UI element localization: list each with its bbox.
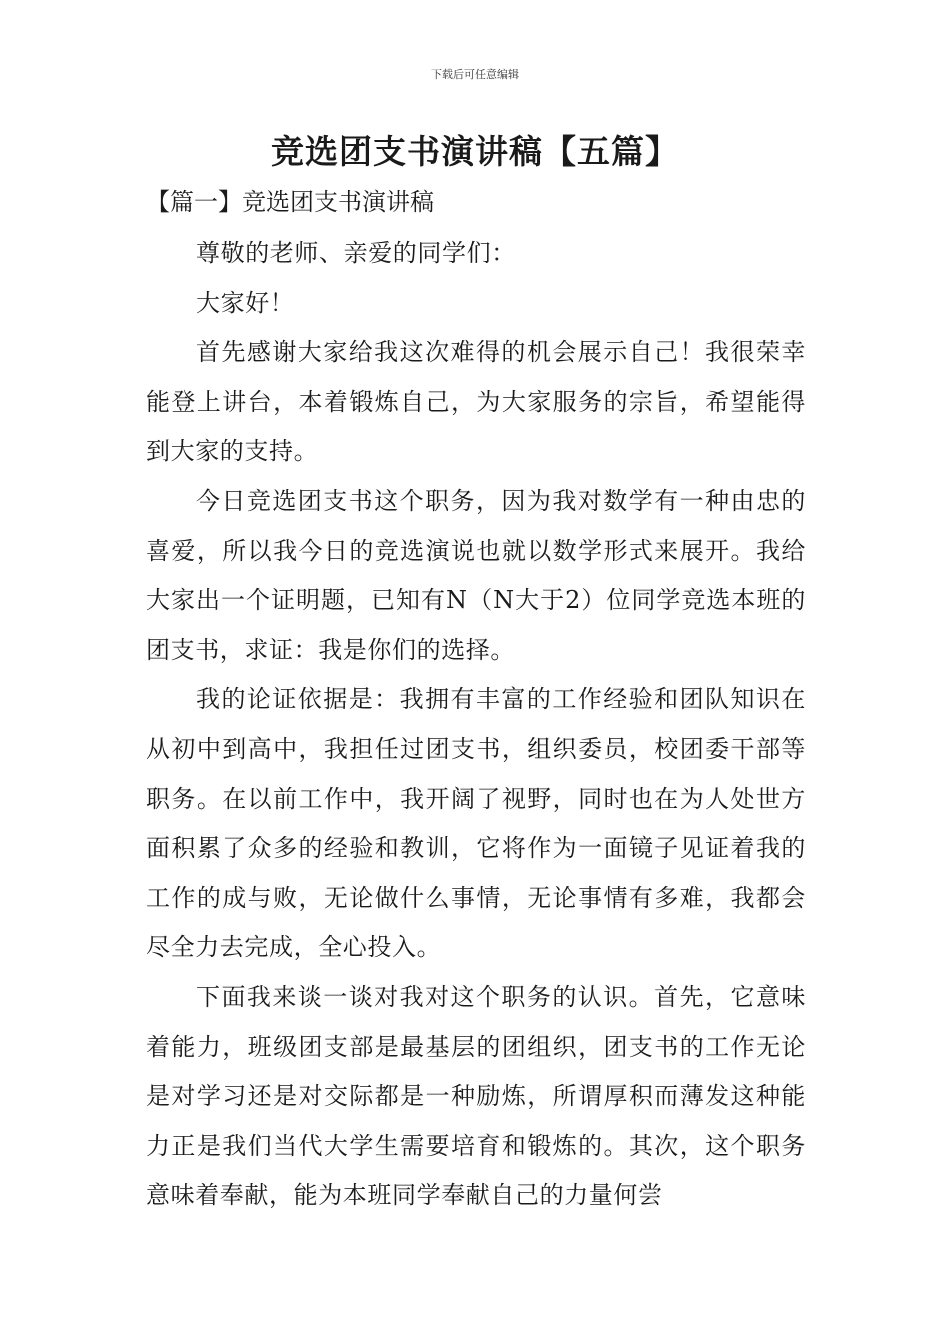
body-text <box>146 229 806 1221</box>
section-heading: 【篇一】竞选团支书演讲稿 <box>146 188 434 216</box>
header-note: 下载后可任意编辑 <box>431 68 519 81</box>
paragraph-thanks: 首先感谢大家给我这次难得的机会展示自己！我很荣幸能登上讲台，本着锻炼自己，为大家服务的宗旨，希望能得到大家的支持。 <box>146 338 806 466</box>
paragraph-greeting: 大家好！ <box>196 288 295 317</box>
paragraph-salutation: 尊敬的老师、亲爱的同学们： <box>196 239 516 267</box>
paragraph-role-understanding: 下面我来谈一谈对我对这个职务的认识。首先，它意味着能力，班级团支部是最基层的团组织，团支书的工作无论是对学习还是对交际都是一种励炼，所谓厚积而薄发这种能力正是我们当代大学生需要培育和锻炼的。其次，这个职务意味着奉献，能为本班同学奉献自己的力量何尝 <box>146 982 806 1210</box>
paragraph-experience: 我的论证依据是：我拥有丰富的工作经验和团队知识在从初中到高中，我担任过团支书，组织委员，校团委干部等职务。在以前工作中，我开阔了视野，同时也在为人处世方面积累了众多的经验和教训，它将作为一面镜子见证着我的工作的成与败，无论做什么事情，无论事情有多难，我都会尽全力去完成，全心投入。 <box>146 685 806 962</box>
paragraph-proof-intro: 今日竞选团支书这个职务，因为我对数学有一种由忠的喜爱，所以我今日的竞选演说也就以数学形式来展开。我给大家出一个证明题，已知有N（N大于2）位同学竞选本班的团支书，求证：我是你们的选择。 <box>146 486 806 664</box>
document-title: 竞选团支书演讲稿【五篇】 <box>271 132 679 171</box>
